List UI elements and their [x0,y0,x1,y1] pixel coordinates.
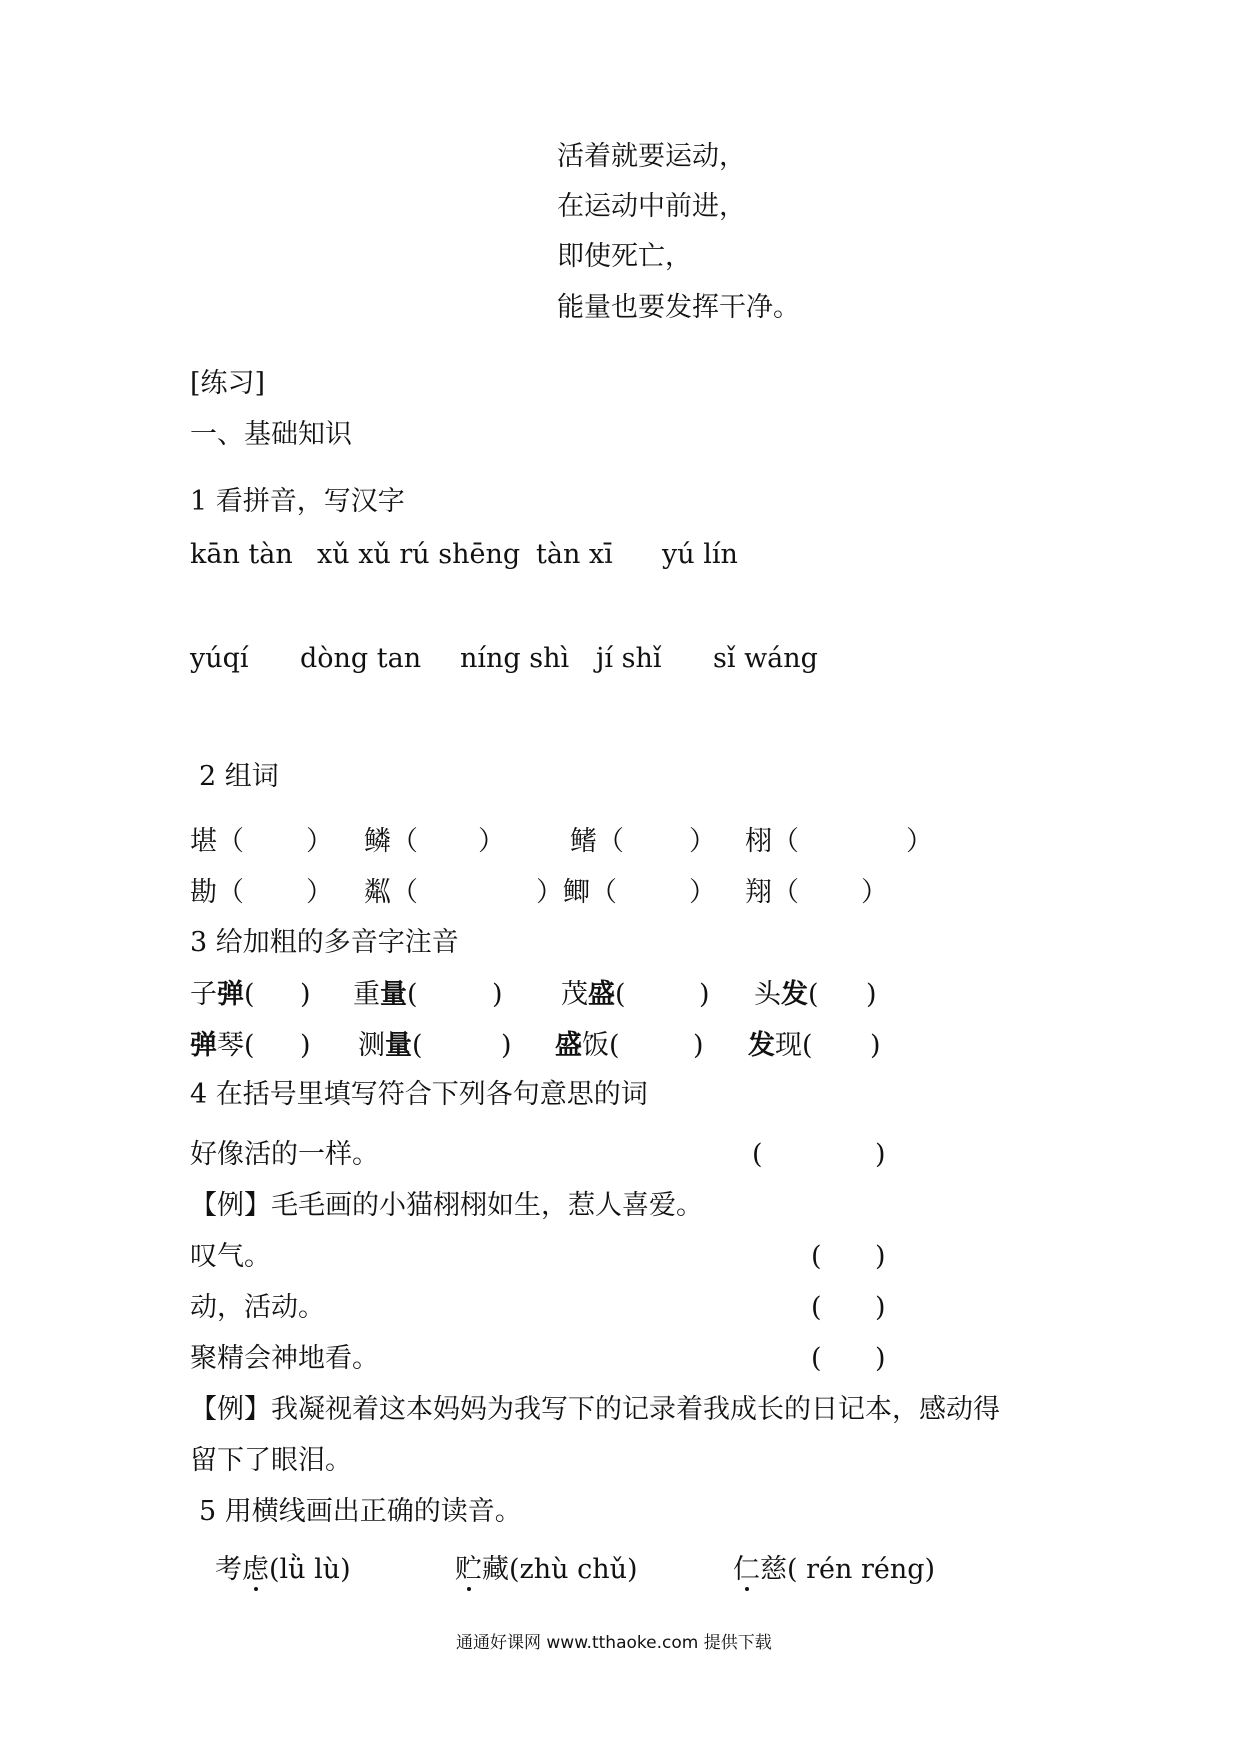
answer-paren-close: ) [875,1139,886,1170]
word-group-item: 勘（ [190,877,244,908]
polyphone-close: ) [699,979,710,1010]
page-footer: 通通好课网 www.tthaoke.com 提供下载 [456,1633,772,1653]
pinyin-item: tàn xī [536,539,613,570]
definition-line: 聚精会神地看。 [190,1343,379,1374]
q2-title: 2 组词 [199,761,279,792]
reading-item: 仁慈( rén réng) [733,1554,936,1585]
section-label: [练习] [190,368,266,399]
polyphone-item: 子弹( [190,979,255,1010]
poem-line-3: 即使死亡， [557,241,692,272]
word-group-item: 栩（ [745,826,799,857]
pinyin-item: dòng tan [300,643,422,674]
word-group-item: ） [689,826,716,857]
pinyin-item: jí shǐ [596,643,662,674]
q4-title: 4 在括号里填写符合下列各句意思的词 [190,1079,648,1110]
word-group-item: 鳍（ [570,826,624,857]
polyphone-close: ) [870,1030,881,1061]
part1-title: 一、基础知识 [190,419,352,450]
q1-title: 1 看拼音，写汉字 [190,486,405,517]
polyphone-item: 发现( [748,1030,813,1061]
word-group-item: ） [906,826,933,857]
polyphone-item: 弹琴( [190,1030,255,1061]
pinyin-item: sǐ wáng [713,643,818,674]
word-group-item: ） [689,877,716,908]
answer-paren-close: ) [875,1343,886,1374]
reading-item: 贮藏(zhù chǔ) [455,1554,638,1585]
polyphone-close: ) [866,979,877,1010]
polyphone-item: 盛饭( [555,1030,620,1061]
answer-paren-open: ( [811,1292,822,1323]
definition-line: 叹气。 [190,1241,271,1272]
answer-paren-close: ) [875,1241,886,1272]
definition-line: 动，活动。 [190,1292,325,1323]
polyphone-item: 重量( [353,979,418,1010]
poem-line-4: 能量也要发挥干净。 [557,292,800,323]
answer-paren-open: ( [811,1241,822,1272]
word-group-item: 翔（ [745,877,799,908]
example-line: 留下了眼泪。 [190,1445,352,1476]
answer-paren-close: ) [875,1292,886,1323]
pinyin-item: níng shì [460,643,570,674]
poem-line-2: 在运动中前进， [557,191,746,222]
definition-line: 好像活的一样。 [190,1139,379,1170]
pinyin-item: kān tàn [190,539,293,570]
word-group-item: ） [478,826,505,857]
polyphone-close: ) [492,979,503,1010]
polyphone-item: 头发( [754,979,819,1010]
word-group-item: ） [306,877,333,908]
word-group-item: ） [306,826,333,857]
polyphone-close: ) [300,979,311,1010]
polyphone-close: ) [501,1030,512,1061]
polyphone-item: 茂盛( [561,979,626,1010]
polyphone-item: 测量( [358,1030,423,1061]
reading-item: 考虑(lǜ lù) [215,1554,351,1585]
pinyin-item: yúqí [190,643,249,674]
poem-line-1: 活着就要运动， [557,141,746,172]
word-group-item: 堪（ [190,826,244,857]
word-group-item: 鳞（ [364,826,418,857]
word-group-item: ）鲫（ [536,877,617,908]
polyphone-close: ) [300,1030,311,1061]
answer-paren-open: ( [752,1139,763,1170]
answer-paren-open: ( [811,1343,822,1374]
example-line: 【例】我凝视着这本妈妈为我写下的记录着我成长的日记本，感动得 [190,1394,1000,1425]
pinyin-item: yú lín [662,539,738,570]
polyphone-close: ) [693,1030,704,1061]
word-group-item: ） [861,877,888,908]
q3-title: 3 给加粗的多音字注音 [190,927,459,958]
word-group-item: 粼（ [364,877,418,908]
example-line: 【例】毛毛画的小猫栩栩如生，惹人喜爱。 [190,1190,703,1221]
pinyin-item: xǔ xǔ rú shēng [317,539,521,570]
q5-title: 5 用横线画出正确的读音。 [199,1496,522,1527]
